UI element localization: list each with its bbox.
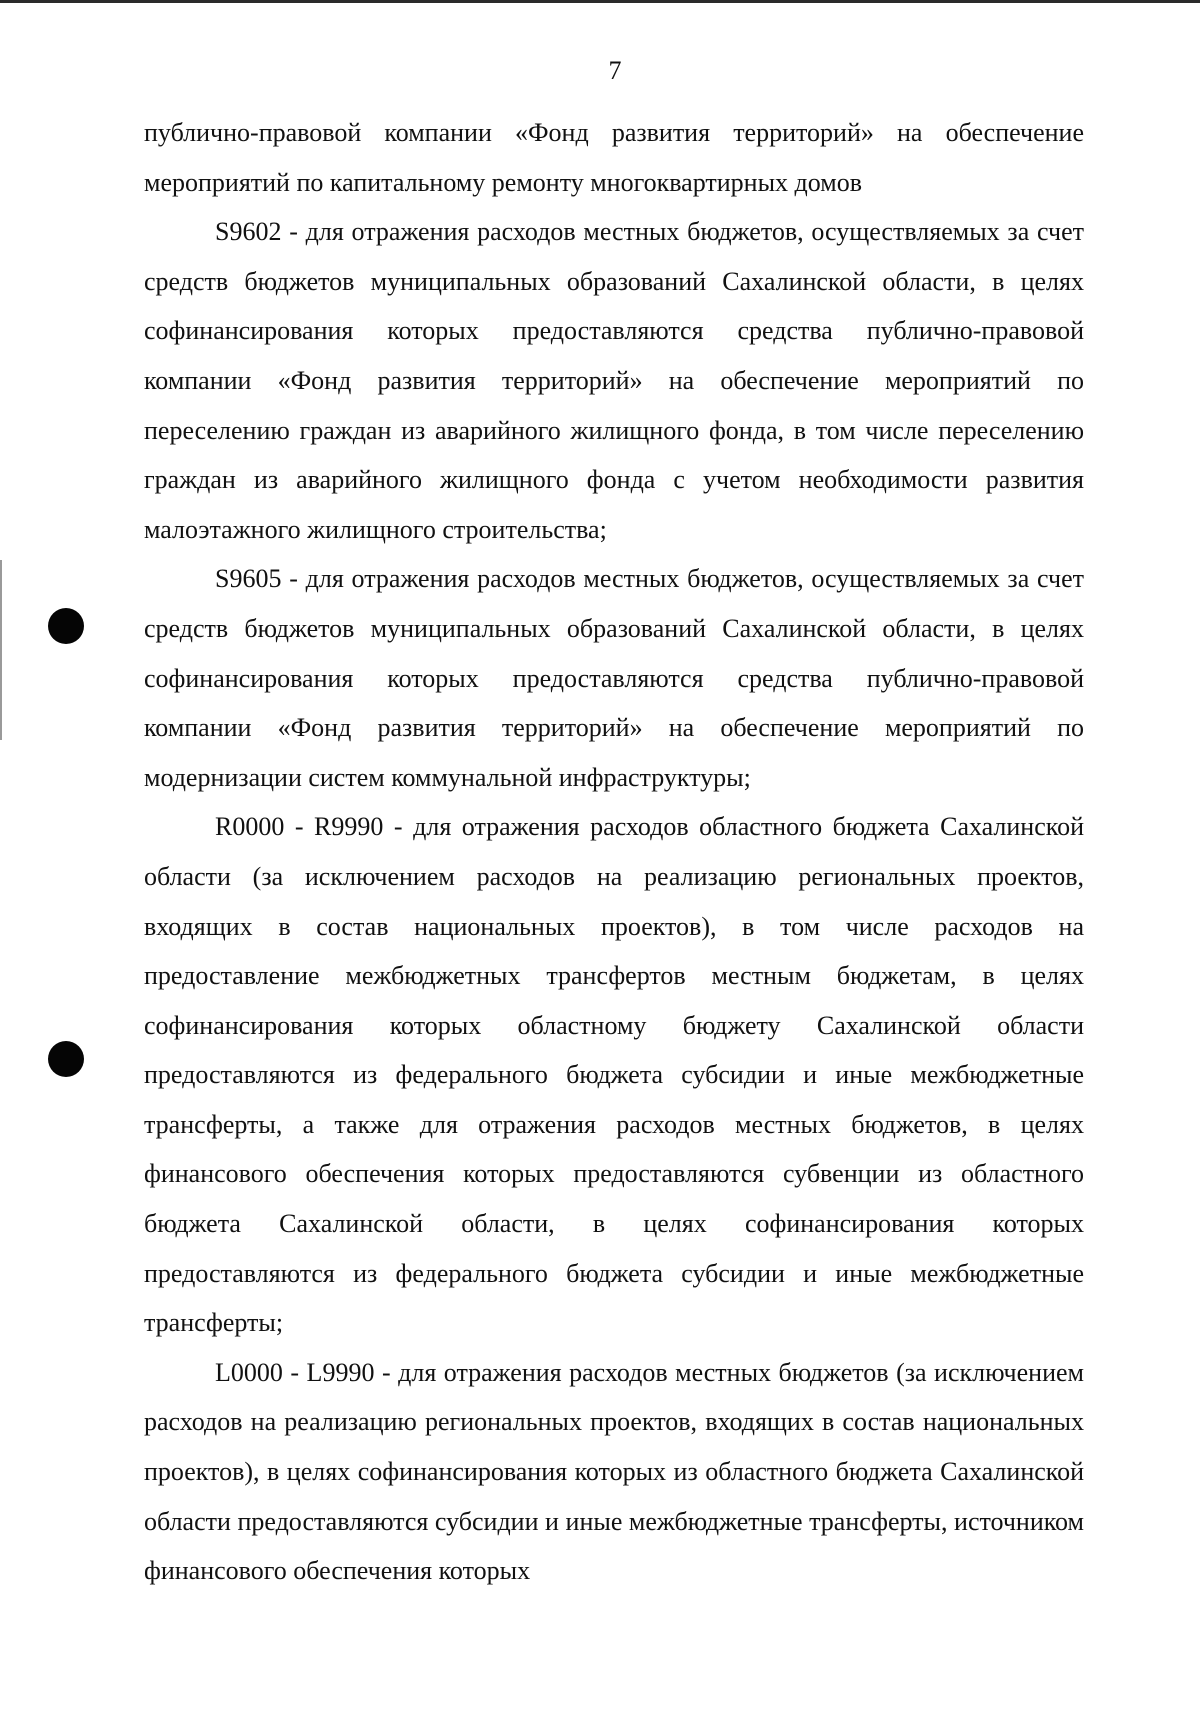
paragraph-r0000-r9990: R0000 - R9990 - для отражения расходов областного бюджета Сахалинской области (за исключением расходов на реализацию региональных проектов, входящих в состав национальных проектов), в том числе расходов на предоставление межбюджетных трансфертов местным бюджетам, в целях софинансирования которых областному бюджету Сахалинской области предоставляются из федерального бюджета субсидии и иные межбюджетные трансферты, а также для отражения расходов местных бюджетов, в целях финансового обеспечения которых предоставляются субвенции из областного бюджета Сахалинской области, в целях софинансирования которых предоставляются из федерального бюджета субсидии и иные межбюджетные трансферты; [144,812,1084,1338]
paragraph-s9602: S9602 - для отражения расходов местных бюджетов, осуществляемых за счет средств бюджетов муниципальных образований Сахалинской области, в целях софинансирования которых предоставляются средства публично-правовой компании «Фонд развития территорий» на обеспечение мероприятий по переселению граждан из аварийного жилищного фонда, в том числе переселению граждан из аварийного жилищного фонда с учетом необходимости развития малоэтажного жилищного строительства; [144,217,1084,544]
body-text [144,108,1084,1596]
paragraph-continuation: публично-правовой компании «Фонд развития территорий» на обеспечение мероприятий по капитальному ремонту многоквартирных домов [144,118,1084,197]
punch-hole-upper [48,608,84,644]
paragraph-l0000-l9990: L0000 - L9990 - для отражения расходов местных бюджетов (за исключением расходов на реализацию региональных проектов, входящих в состав национальных проектов), в целях софинансирования которых из областного бюджета Сахалинской области предоставляются субсидии и иные межбюджетные трансферты, источником финансового обеспечения которых [144,1357,1084,1586]
page-number: 7 [608,56,622,85]
scan-top-edge [0,0,1200,3]
punch-hole-lower [48,1041,84,1077]
scan-left-edge [0,560,2,740]
paragraph-s9605: S9605 - для отражения расходов местных бюджетов, осуществляемых за счет средств бюджетов муниципальных образований Сахалинской области, в целях софинансирования которых предоставляются средства публично-правовой компании «Фонд развития территорий» на обеспечение мероприятий по модернизации систем коммунальной инфраструктуры; [144,564,1084,792]
